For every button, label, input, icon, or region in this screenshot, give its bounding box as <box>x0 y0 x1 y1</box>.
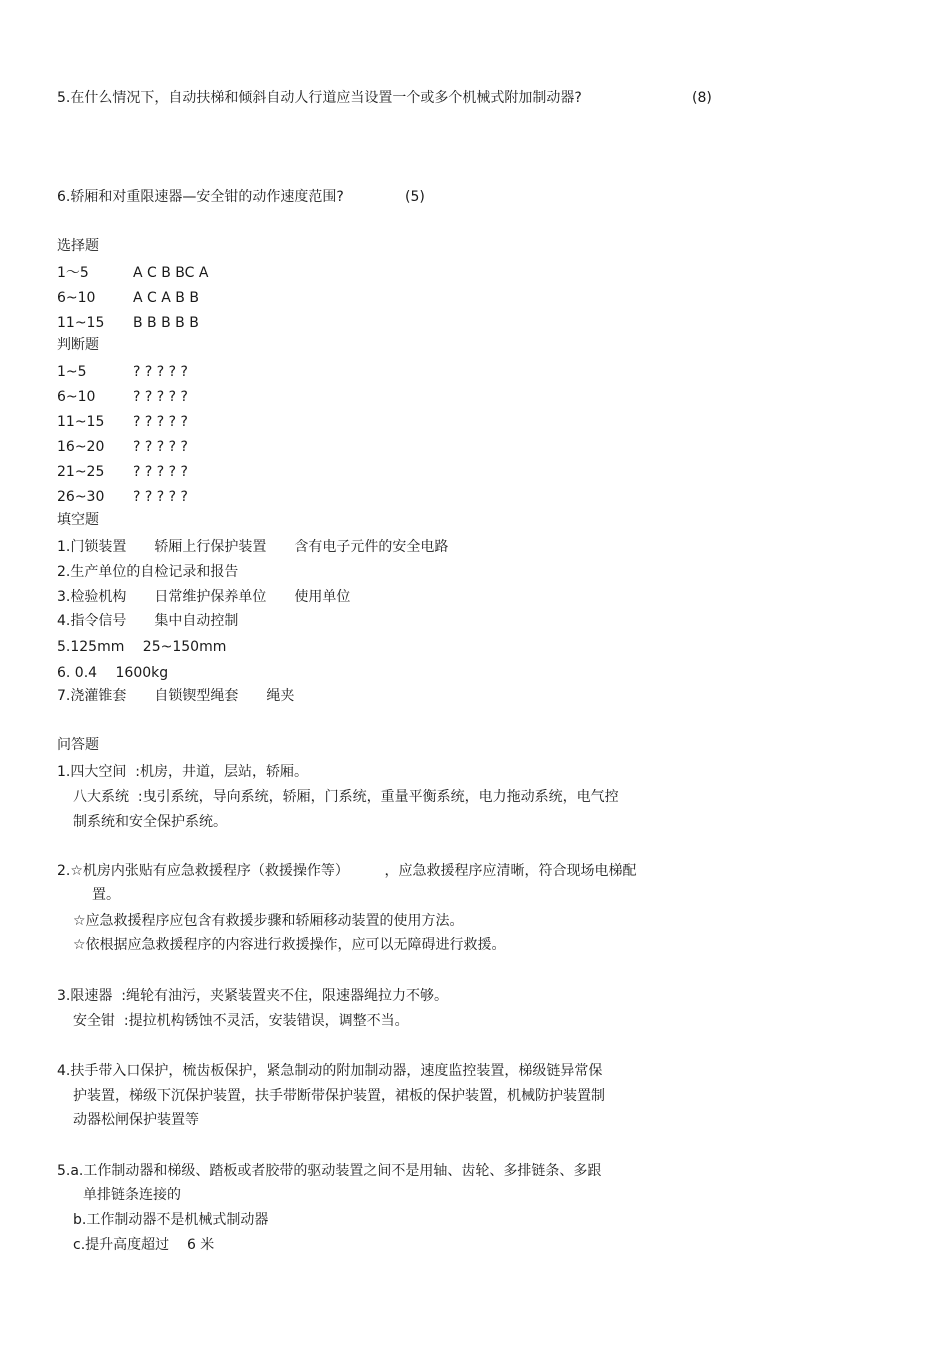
qa-answer-2-line: ☆依根据应急救援程序的内容进行救援操作，应可以无障碍进行救援。 <box>73 937 506 953</box>
qa-answer-5-line: b.工作制动器不是机械式制动器 <box>73 1212 269 1228</box>
judge-range: 26~30 <box>57 489 105 505</box>
choice-range: 11~15 <box>57 315 105 331</box>
qa-answer-4-line: 护装置，梯级下沉保护装置，扶手带断带保护装置，裙板的保护装置，机械防护装置制 <box>73 1088 605 1104</box>
qa-answer-2-line: ☆应急救援程序应包含有救援步骤和轿厢移动装置的使用方法。 <box>73 913 464 929</box>
fill-answer-line: 3.检验机构 日常维护保养单位 使用单位 <box>57 589 351 605</box>
judge-range: 16~20 <box>57 439 105 455</box>
choice-range: 1～5 <box>57 265 89 281</box>
judge-answers: ? ? ? ? ? <box>133 439 188 455</box>
judge-answers: ? ? ? ? ? <box>133 414 188 430</box>
qa-answer-1-line: 1.四大空间 :机房，井道，层站，轿厢。 <box>57 764 308 780</box>
question-6-score: (5) <box>405 189 425 205</box>
choice-section-title: 选择题 <box>57 238 99 254</box>
fill-answer-line: 1.门锁装置 轿厢上行保护装置 含有电子元件的安全电路 <box>57 539 449 555</box>
qa-section-title: 问答题 <box>57 737 99 753</box>
fill-answer-line: 7.浇灌锥套 自锁锲型绳套 绳夹 <box>57 688 295 704</box>
qa-answer-4-line: 动器松闸保护装置等 <box>73 1112 199 1128</box>
judge-answers: ? ? ? ? ? <box>133 389 188 405</box>
judge-range: 6~10 <box>57 389 96 405</box>
judge-range: 1~5 <box>57 364 87 380</box>
qa-answer-4-line: 4.扶手带入口保护，梳齿板保护，紧急制动的附加制动器，速度监控装置，梯级链异常保 <box>57 1063 603 1079</box>
qa-answer-5-line: c.提升高度超过 6 米 <box>73 1237 215 1253</box>
choice-answers: A C A B B <box>133 290 199 306</box>
qa-answer-1-line: 制系统和安全保护系统。 <box>73 814 227 830</box>
question-5-text: 5.在什么情况下，自动扶梯和倾斜自动人行道应当设置一个或多个机械式附加制动器? <box>57 90 582 106</box>
fill-answer-line: 5.125mm 25~150mm <box>57 639 227 655</box>
choice-range: 6~10 <box>57 290 96 306</box>
judge-answers: ? ? ? ? ? <box>133 464 188 480</box>
fill-section-title: 填空题 <box>57 512 99 528</box>
fill-answer-line: 2.生产单位的自检记录和报告 <box>57 564 239 580</box>
judge-section-title: 判断题 <box>57 337 99 353</box>
qa-answer-5-line: 单排链条连接的 <box>83 1187 181 1203</box>
judge-answers: ? ? ? ? ? <box>133 489 188 505</box>
qa-answer-5-line: 5.a.工作制动器和梯级、踏板或者胶带的驱动装置之间不是用轴、齿轮、多排链条、多跟 <box>57 1163 602 1179</box>
judge-answers: ? ? ? ? ? <box>133 364 188 380</box>
judge-range: 11~15 <box>57 414 105 430</box>
judge-range: 21~25 <box>57 464 105 480</box>
qa-answer-1-line: 八大系统 :曳引系统，导向系统，轿厢，门系统，重量平衡系统，电力拖动系统，电气控 <box>73 789 619 805</box>
question-6-text: 6.轿厢和对重限速器—安全钳的动作速度范围? <box>57 189 344 205</box>
qa-answer-2-line: 2.☆机房内张贴有应急救援程序（救援操作等） ，应急救援程序应清晰，符合现场电梯配 <box>57 863 637 879</box>
qa-answer-2-line: 置。 <box>92 887 120 903</box>
question-5-score: (8) <box>692 90 712 106</box>
choice-answers: B B B B B <box>133 315 199 331</box>
fill-answer-line: 4.指令信号 集中自动控制 <box>57 613 239 629</box>
qa-answer-3-line: 3.限速器 :绳轮有油污，夹紧装置夹不住，限速器绳拉力不够。 <box>57 988 448 1004</box>
fill-answer-line: 6. 0.4 1600kg <box>57 665 169 681</box>
choice-answers: A C B BC A <box>133 265 209 281</box>
qa-answer-3-line: 安全钳 :提拉机构锈蚀不灵活，安装错误，调整不当。 <box>73 1013 409 1029</box>
